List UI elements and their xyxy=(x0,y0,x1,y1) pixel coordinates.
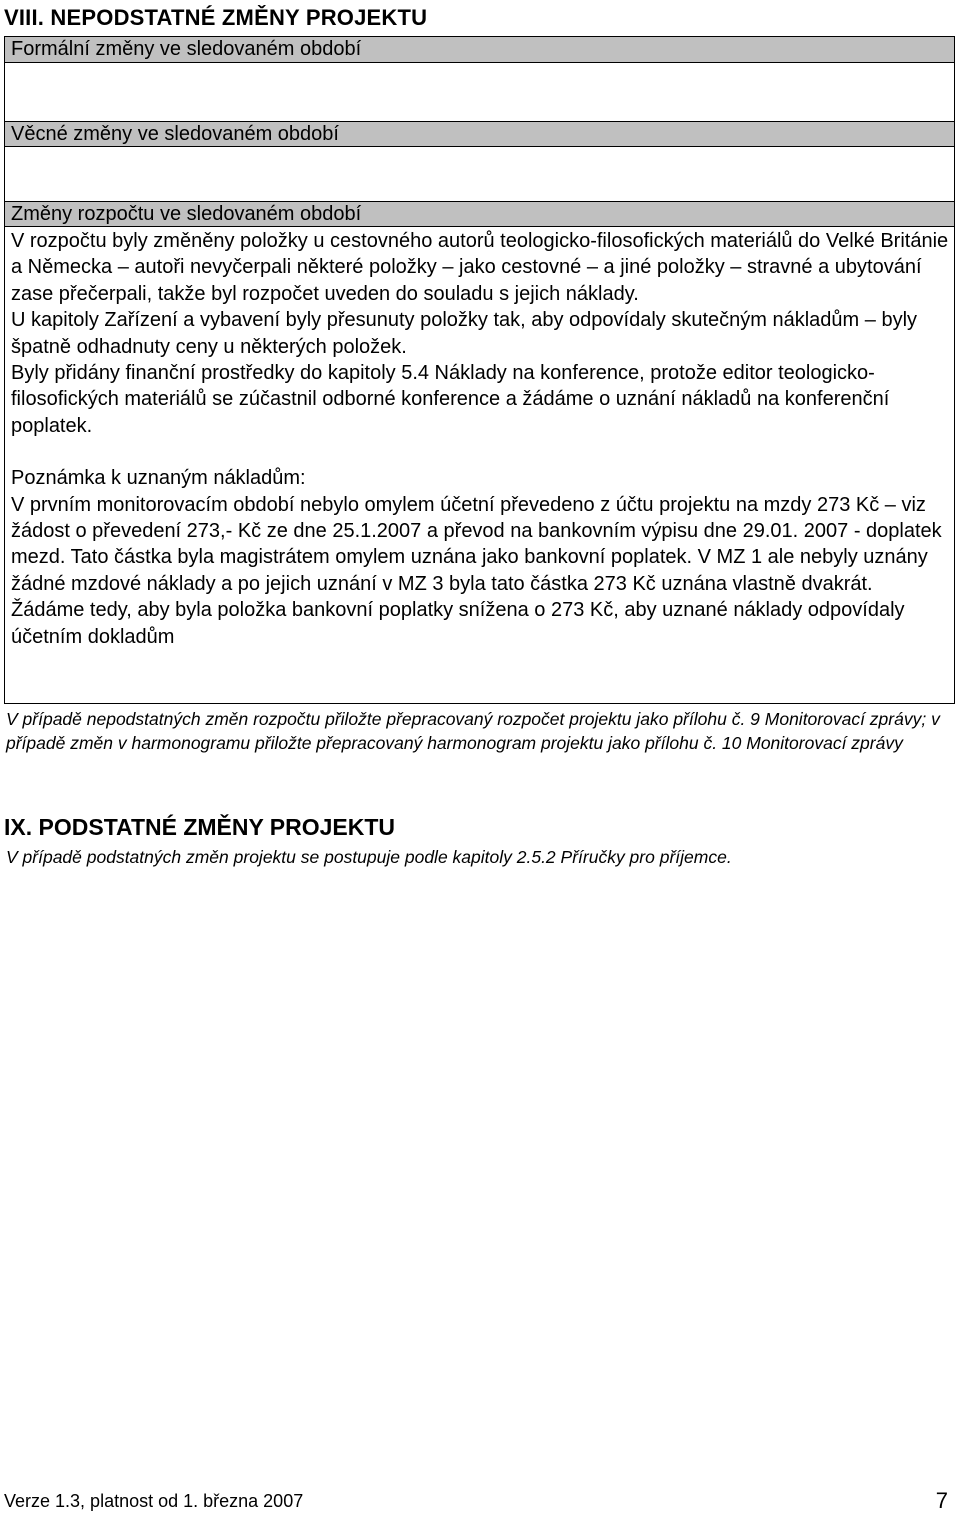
section-8-title: VIII. NEPODSTATNÉ ZMĚNY PROJEKTU xyxy=(4,5,428,30)
formal-changes-heading: Formální změny ve sledovaném období xyxy=(5,37,954,63)
budget-changes-text xyxy=(11,228,950,650)
blank-line xyxy=(11,439,950,465)
budget-paragraph: Byly přidány finanční prostředky do kapitoly 5.4 Náklady na konference, protože editor teologicko-filosofických materiálů se zúčastnil odborné konference a žádáme o uznání nákladů na konferenční poplatek. xyxy=(11,362,890,437)
section-9-instruction: V případě podstatných změn projektu se postupuje podle kapitoly 2.5.2 Příručky pro příjemce. xyxy=(6,847,732,867)
budget-paragraph: V rozpočtu byly změněny položky u cestovného autorů teologicko-filosofických materiálů do Velké Británie a Německa – autoři nevyčerpali některé položky – jako cestovné – a jiné položky – stravné a ubytování zase přečerpali, takže byl rozpočet uveden do souladu s jejich náklady. xyxy=(11,230,949,305)
page-number: 7 xyxy=(935,1488,948,1513)
note-paragraph: V prvním monitorovacím období nebylo omylem účetní převedeno z účtu projektu na mzdy 273 Kč – viz žádost o převedení 273,- Kč ze dne 25.1.2007 a převod na bankovním výpisu dne 29.01. 2007 - doplatek mezd. Tato částka byla magistrátem omylem uznána jako bankovní poplatek. V MZ 1 ale nebyly uznány žádné mzdové náklady a po jejich uznání v MZ 3 byla tato částka 273 Kč uznána vlastně dvakrát. Žádáme tedy, aby byla položka bankovní poplatky snížena o 273 Kč, aby uznané náklady odpovídaly účetním dokladům xyxy=(11,493,942,648)
budget-changes-heading: Změny rozpočtu ve sledovaném období xyxy=(5,201,954,227)
footer-version: Verze 1.3, platnost od 1. března 2007 xyxy=(4,1491,304,1511)
section-8-instruction: V případě nepodstatných změn rozpočtu přiložte přepracovaný rozpočet projektu jako přílohu č. 9 Monitorovací zprávy; v případě změn v harmonogramu přiložte přepracovaný harmonogram projektu jako přílohu č. 10 Monitorovací zprávy xyxy=(6,709,940,753)
budget-paragraph: U kapitoly Zařízení a vybavení byly přesunuty položky tak, aby odpovídaly skutečným nákladům – byly špatně odhadnuty ceny u některých položek. xyxy=(11,309,918,358)
section-9-title: IX. PODSTATNÉ ZMĚNY PROJEKTU xyxy=(4,814,396,840)
changes-table xyxy=(4,36,955,704)
factual-changes-heading: Věcné změny ve sledovaném období xyxy=(5,121,954,147)
note-heading: Poznámka k uznaným nákladům: xyxy=(11,467,306,490)
